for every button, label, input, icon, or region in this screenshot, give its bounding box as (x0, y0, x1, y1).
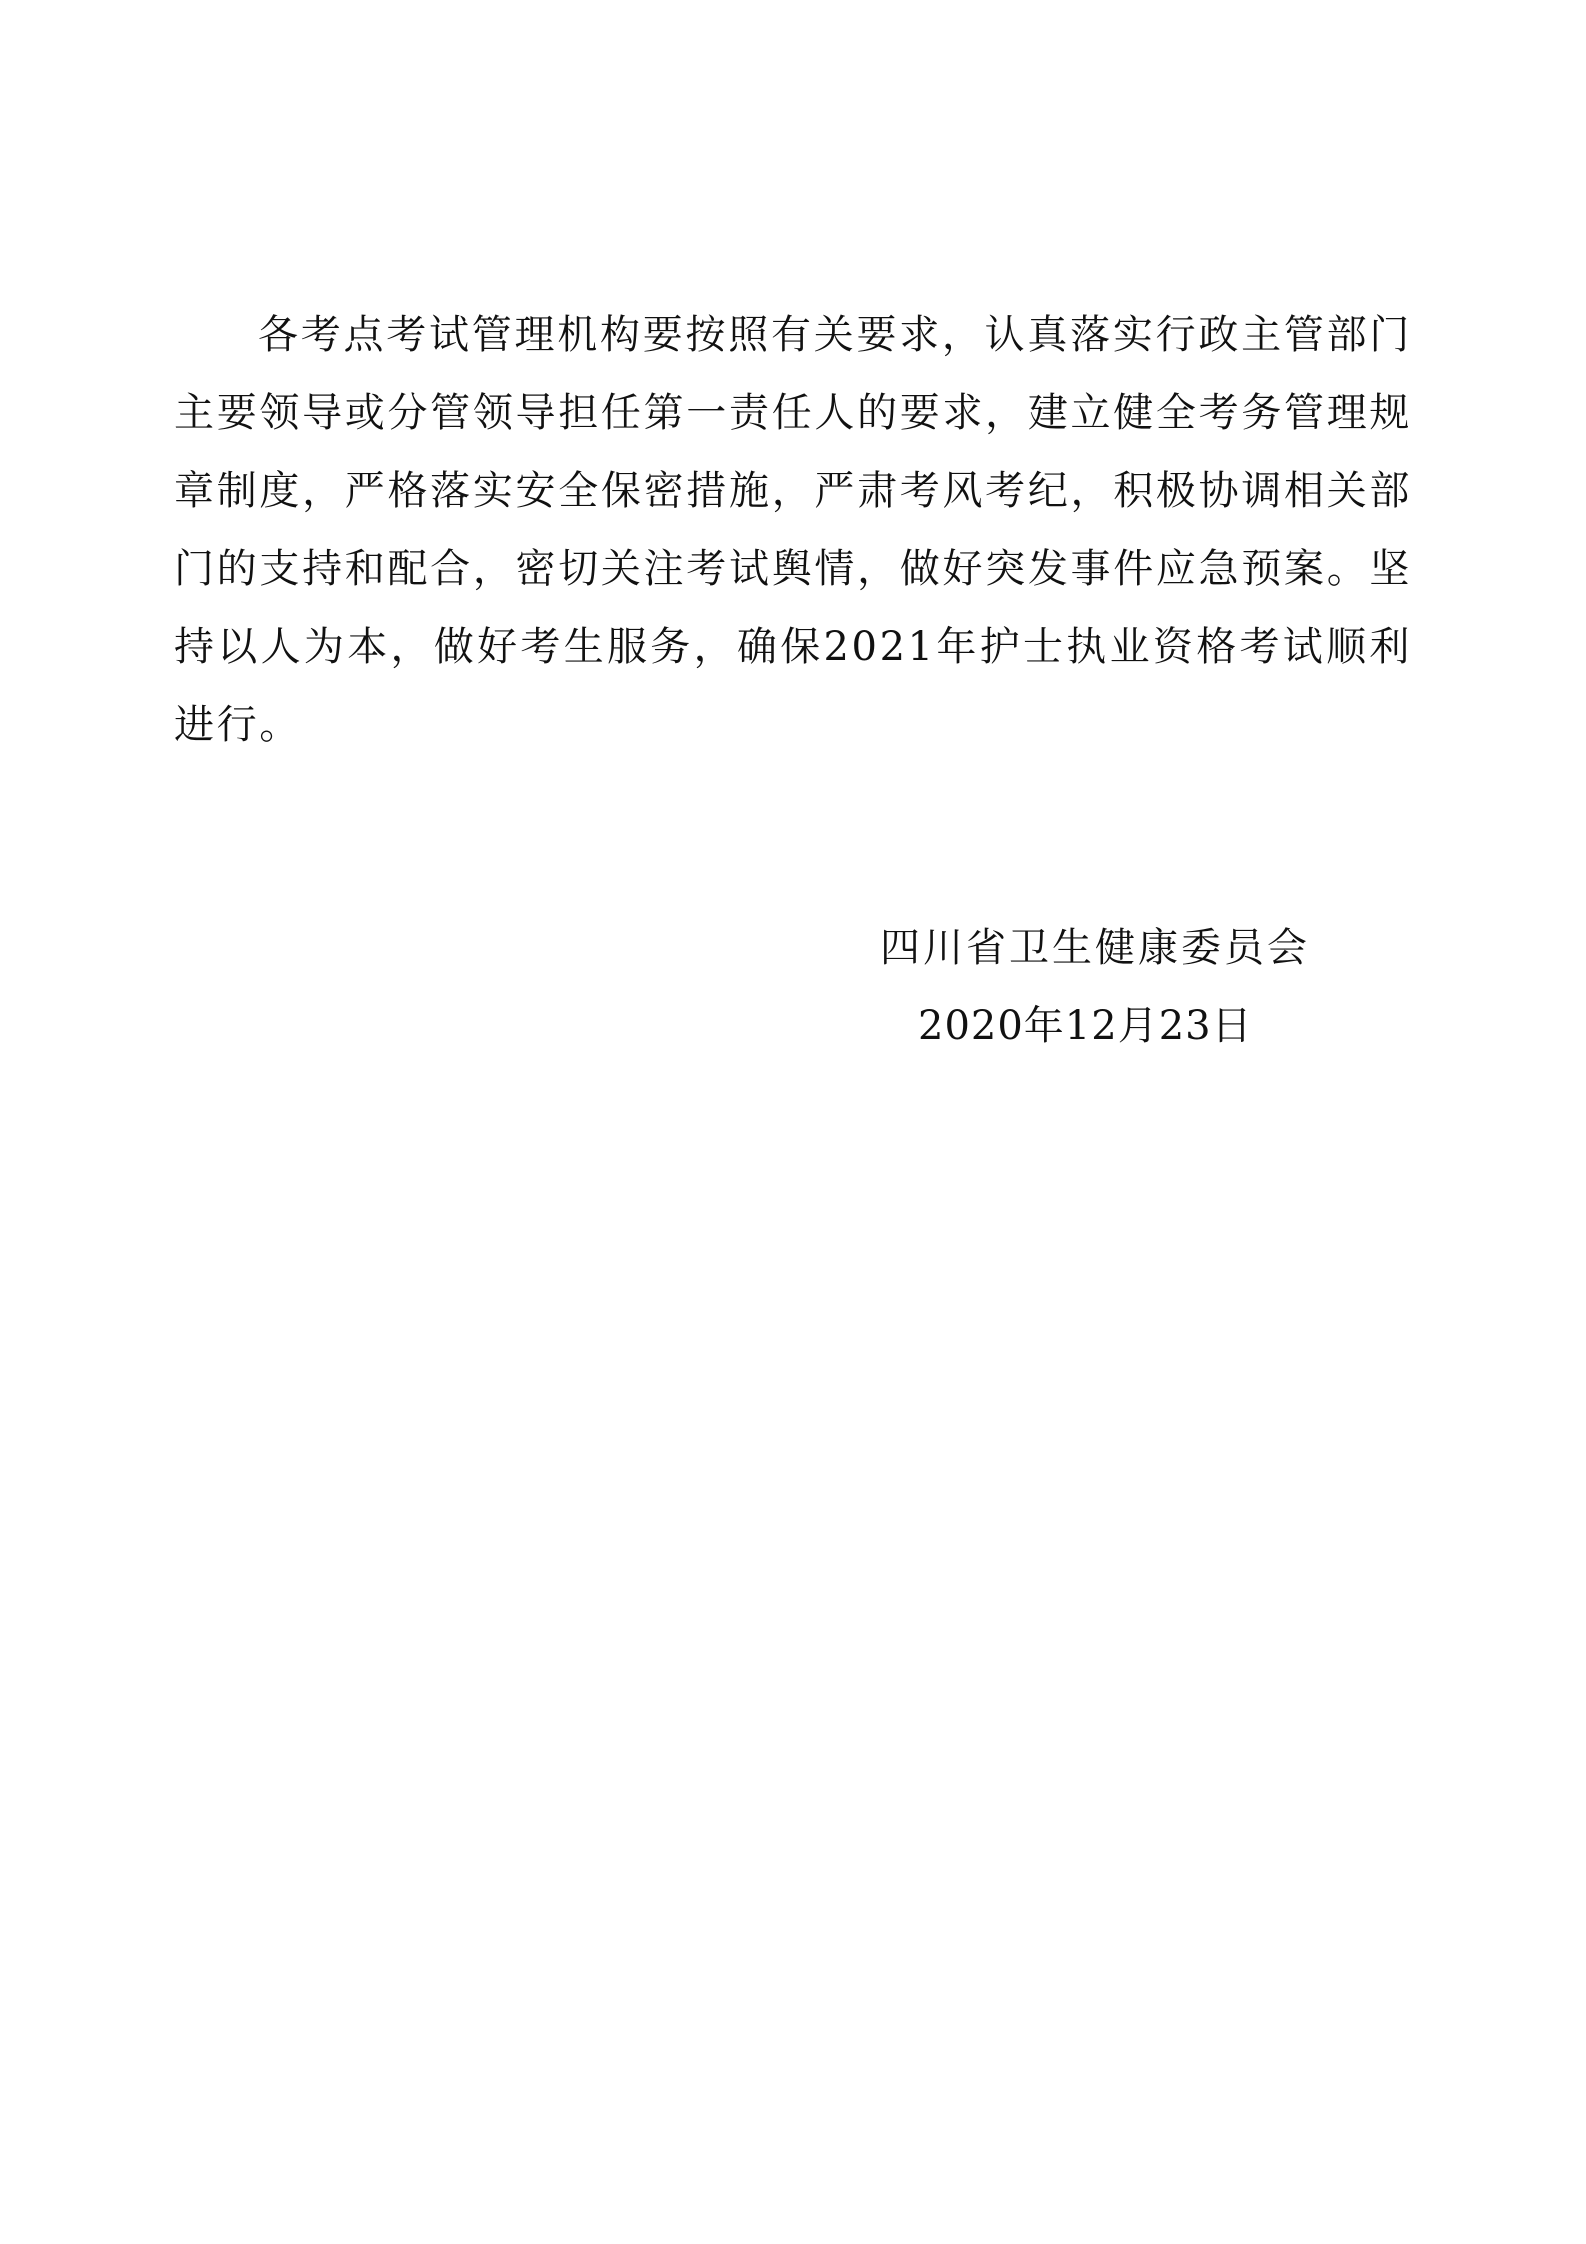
issue-date: 2020年12月23日 (918, 1003, 1253, 1049)
issuer-signature: 四川省卫生健康委员会 (880, 925, 1310, 971)
body-paragraph: 各考点考试管理机构要按照有关要求，认真落实行政主管部门主要领导或分管领导担任第一责任人的要求，建立健全考务管理规章制度，严格落实安全保密措施，严肃考风考纪，积极协调相关部门的支持和配合，密切关注考试舆情，做好突发事件应急预案。坚持以人为本，做好考生服务，确保2021年护士执业资格考试顺利进行。 (174, 312, 1412, 748)
